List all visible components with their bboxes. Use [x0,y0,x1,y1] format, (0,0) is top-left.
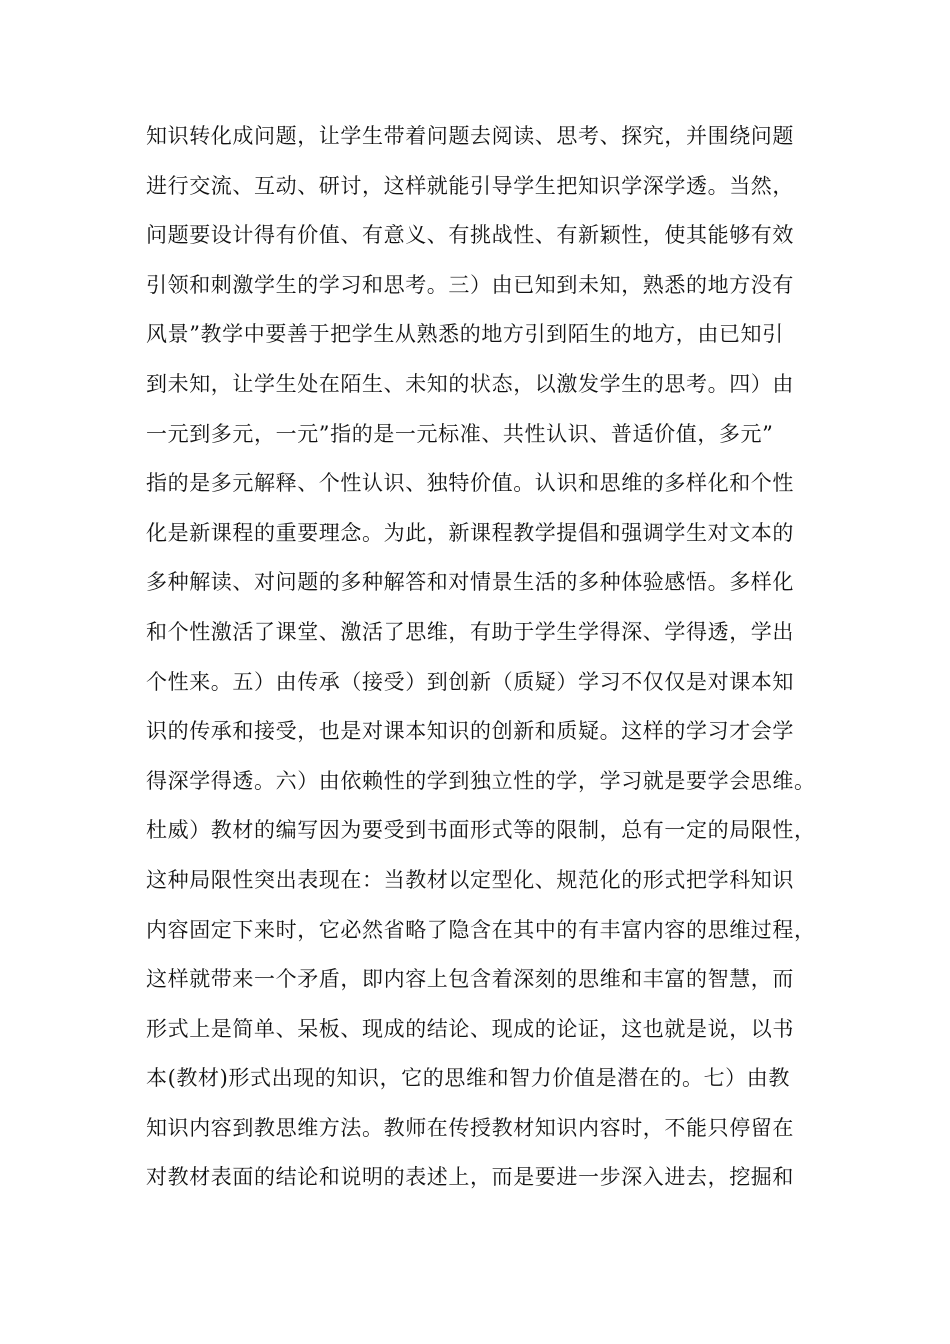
text-line-13: 识的传承和接受，也是对课本知识的创新和质疑。这样的学习才会学 [146,719,794,744]
text-line-3: 问题要设计得有价值、有意义、有挑战性、有新颖性，使其能够有效 [146,223,794,248]
text-line-9: 化是新课程的重要理念。为此，新课程教学提倡和强调学生对文本的 [146,520,794,545]
text-line-2: 进行交流、互动、研讨，这样就能引导学生把知识学深学透。当然， [146,173,794,198]
text-line-18: 这样就带来一个矛盾，即内容上包含着深刻的思维和丰富的智慧，而 [146,967,794,992]
text-line-5: 风景”教学中要善于把学生从熟悉的地方引到陌生的地方，由已知引 [146,322,784,347]
text-line-12: 个性来。五）由传承（接受）到创新（质疑）学习不仅仅是对课本知 [146,669,794,694]
text-line-6: 到未知，让学生处在陌生、未知的状态，以激发学生的思考。四）由 [146,371,794,396]
text-line-10: 多种解读、对问题的多种解答和对情景生活的多种体验感悟。多样化 [146,570,794,595]
text-line-1: 知识转化成问题，让学生带着问题去阅读、思考、探究，并围绕问题 [146,124,794,148]
text-line-22: 对教材表面的结论和说明的表述上，而是要进一步深入进去，挖掘和 [146,1165,794,1190]
text-line-19: 形式上是简单、呆板、现成的结论、现成的论证，这也就是说，以书 [146,1016,794,1041]
text-line-8: 指的是多元解释、个性认识、独特价值。认识和思维的多样化和个性 [146,471,794,496]
text-line-11: 和个性激活了课堂、激活了思维，有助于学生学得深、学得透，学出 [146,619,794,644]
body-text [146,112,826,1203]
text-line-7: 一元到多元，一元”指的是一元标准、共性认识、普适价值，多元” [146,421,774,446]
text-line-21: 知识内容到教思维方法。教师在传授教材知识内容时，不能只停留在 [146,1115,794,1140]
text-line-16: 这种局限性突出表现在：当教材以定型化、规范化的形式把学科知识 [146,867,794,892]
text-line-14: 得深学得透。六）由依赖性的学到独立性的学，学习就是要学会思维。 [146,768,816,793]
text-line-20: 本(教材)形式出现的知识，它的思维和智力价值是潜在的。七）由教 [146,1066,790,1091]
text-line-17: 内容固定下来时，它必然省略了隐含在其中的有丰富内容的思维过程， [146,917,816,942]
text-line-15: 杜威）教材的编写因为要受到书面形式等的限制，总有一定的局限性， [146,818,816,843]
text-line-4: 引领和刺激学生的学习和思考。三）由已知到未知，熟悉的地方没有 [146,272,794,297]
